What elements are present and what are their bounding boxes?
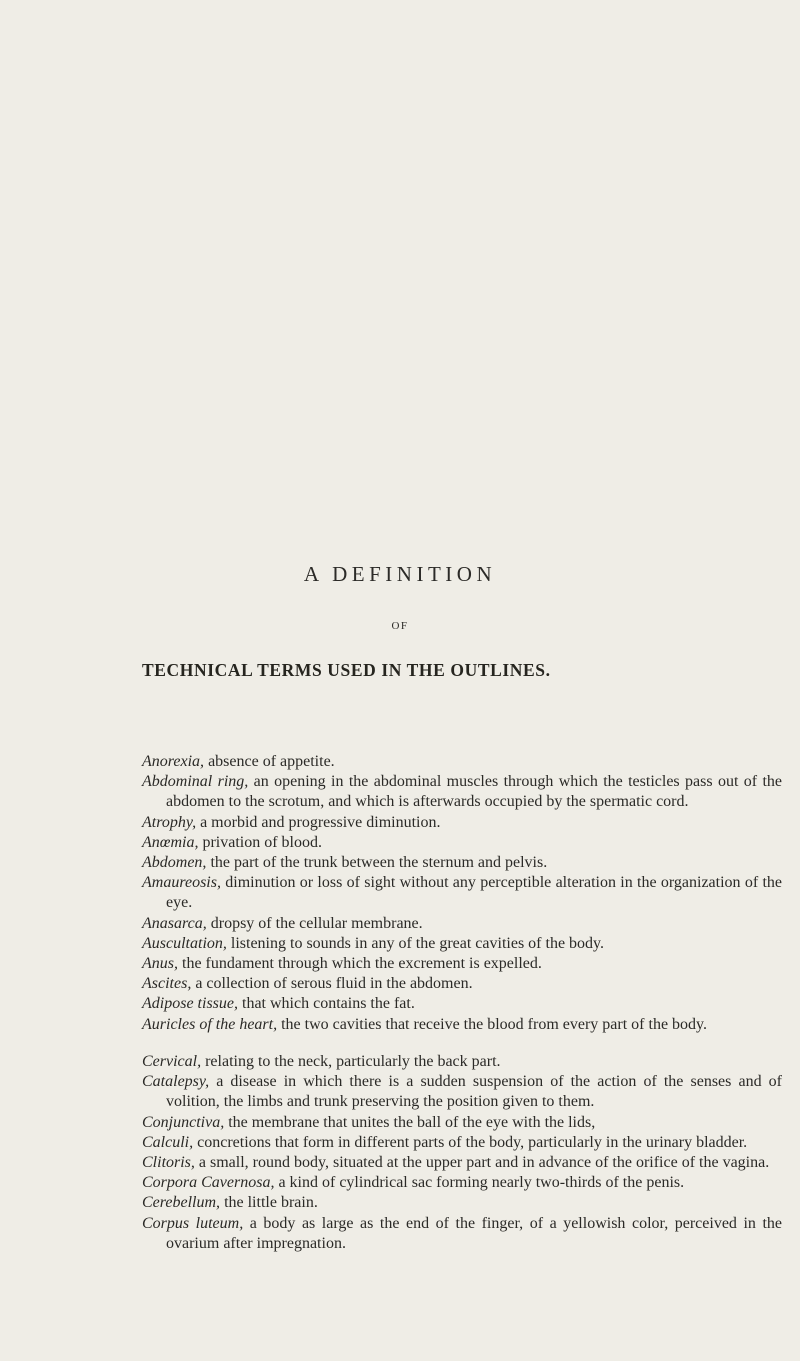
- entry-definition: the part of the trunk between the sternum and pelvis.: [206, 854, 548, 872]
- entry-term: Abdomen,: [142, 854, 207, 872]
- entry-definition: a kind of cylindrical sac forming nearly two-thirds of the penis.: [274, 1174, 685, 1192]
- entry-term: Catalepsy,: [142, 1073, 210, 1091]
- entry-term: Adipose tissue,: [142, 995, 238, 1013]
- document-title: A DEFINITION: [303, 562, 497, 586]
- entry-term: Anus,: [142, 955, 178, 973]
- entry-definition: concretions that form in different parts of the body, particularly in the urinary bladder.: [193, 1133, 748, 1151]
- entry-definition: a collection of serous fluid in the abdomen.: [191, 975, 473, 993]
- entry-definition: the little brain.: [220, 1194, 318, 1212]
- definition-entry: [142, 873, 782, 913]
- entries-c-group: [142, 1052, 782, 1254]
- definition-entry: [142, 1133, 782, 1153]
- definition-entry: [142, 994, 782, 1014]
- entry-term: Ascites,: [142, 975, 192, 993]
- definition-entry: [142, 914, 782, 934]
- definition-entry: [142, 1153, 782, 1173]
- entry-definition: the fundament through which the excrement is expelled.: [178, 955, 542, 973]
- entry-term: Conjunctiva,: [142, 1113, 225, 1131]
- entry-term: Amaureosis,: [142, 874, 221, 892]
- entry-term: Anœmia,: [142, 833, 199, 851]
- document-subtitle: TECHNICAL TERMS USED IN THE OUTLINES.: [142, 660, 551, 680]
- entries-a-group: [142, 752, 782, 1035]
- entry-term: Calculi,: [142, 1133, 194, 1151]
- entry-term: Anorexia,: [142, 753, 205, 770]
- entry-definition: a disease in which there is a sudden suspension of the action of the senses and of volition, the limbs and trunk preserving the position given to them.: [166, 1073, 782, 1111]
- entry-definition: a body as large as the end of the finger, of a yellowish color, perceived in the ovarium after impregnation.: [166, 1214, 782, 1252]
- entry-definition: absence of appetite.: [204, 753, 335, 770]
- entry-term: Auricles of the heart,: [142, 1015, 278, 1033]
- entry-term: Atrophy,: [142, 813, 197, 831]
- entry-definition: a morbid and progressive diminution.: [196, 813, 441, 831]
- entry-definition: that which contains the fat.: [238, 995, 415, 1013]
- entry-term: Cerebellum,: [142, 1194, 221, 1212]
- definition-entry: [142, 853, 782, 873]
- entry-definition: the two cavities that receive the blood from every part of the body.: [277, 1015, 708, 1033]
- entry-term: Cervical,: [142, 1053, 202, 1070]
- entry-definition: listening to sounds in any of the great cavities of the body.: [226, 934, 604, 952]
- entry-definition: a small, round body, situated at the upper part and in advance of the orifice of the vagina.: [194, 1154, 770, 1172]
- definition-entry: [142, 1072, 782, 1112]
- entry-term: Corpus luteum,: [142, 1214, 244, 1232]
- definition-entry: [142, 752, 782, 772]
- entry-term: Abdominal ring,: [142, 773, 249, 791]
- definition-entry: [142, 974, 782, 994]
- definition-entry: [142, 1173, 782, 1193]
- definition-entry: [142, 1052, 782, 1072]
- definition-entry: [142, 772, 782, 812]
- definition-entry: [142, 934, 782, 954]
- definition-entry: [142, 954, 782, 974]
- entry-definition: privation of blood.: [198, 833, 322, 851]
- entry-term: Anasarca,: [142, 914, 207, 932]
- document-of: OF: [391, 620, 409, 632]
- definition-entry: [142, 1015, 782, 1035]
- entry-definition: an opening in the abdominal muscles through which the testicles pass out of the abdomen to the scrotum, and which is afterwards occupied by the spermatic cord.: [166, 773, 783, 811]
- entry-definition: dropsy of the cellular membrane.: [206, 914, 423, 932]
- definition-entry: [142, 1214, 782, 1254]
- definition-entry: [142, 813, 782, 833]
- definition-entry: [142, 1193, 782, 1213]
- entry-term: Clitoris,: [142, 1154, 195, 1172]
- definition-entry: [142, 833, 782, 853]
- entry-term: Corpora Cavernosa,: [142, 1174, 275, 1192]
- entry-definition: diminution or loss of sight without any perceptible alteration in the organization of the eye.: [166, 874, 782, 912]
- entry-term: Auscultation,: [142, 934, 227, 952]
- entry-definition: relating to the neck, particularly the back part.: [201, 1053, 501, 1070]
- definition-entry: [142, 1113, 782, 1133]
- entry-definition: the membrane that unites the ball of the eye with the lids,: [224, 1113, 596, 1131]
